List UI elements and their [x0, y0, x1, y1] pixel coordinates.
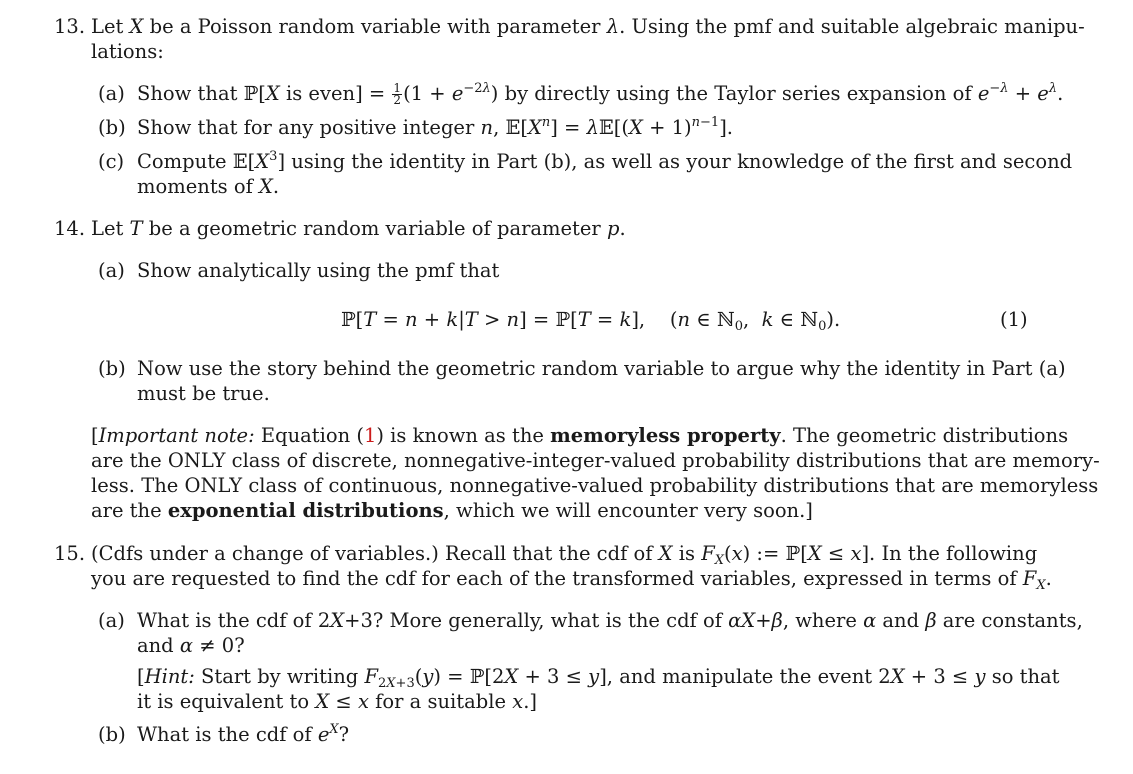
- problem-14a-text: Show analytically using the pmf that: [137, 259, 500, 282]
- equation-number: (1): [1000, 308, 1028, 331]
- problem-15a-text: What is the cdf of 2X+3? More generally, what is the cdf of αX+β, where α and β are constants,: [137, 609, 1083, 632]
- important-note-line-1: [Important note: Equation (1) is known as the memoryless property. The geometric distributions: [91, 424, 1069, 447]
- problem-13c-text-cont: moments of X.: [137, 175, 280, 198]
- problem-14a-label: (a): [98, 259, 125, 282]
- problem-14b-label: (b): [98, 357, 126, 380]
- problem-14-number: 14.: [54, 217, 86, 240]
- problem-15b-text: What is the cdf of $e^X$?: [137, 722, 350, 746]
- problem-14b-text: Now use the story behind the geometric random variable to argue why the identity in Part (a): [137, 357, 1066, 380]
- problem-15-number: 15.: [54, 542, 86, 565]
- problem-15b-label: (b): [98, 723, 126, 746]
- important-note-line-2: are the ONLY class of discrete, nonnegative-integer-valued probability distributions that are memory-: [91, 449, 1100, 472]
- equation-ref-link[interactable]: 1: [363, 424, 377, 447]
- problem-13b-text: Show that for any positive integer n, $𝔼[X^n]$ = λ𝔼[(X + 1)$^{n-1}$].: [137, 115, 734, 139]
- problem-15a-label: (a): [98, 609, 125, 632]
- problem-15-intro-cont: you are requested to find the cdf for each of the transformed variables, expressed in terms of $F_X$.: [91, 567, 1052, 593]
- problem-13a-text: Show that ℙ[X is even] = $\frac{1}{2}$ $(1 + e^{-2\lambda})$ by directly using the Taylor series expansion of $e^{-\lambda} + e^\lambda$.: [137, 81, 1064, 107]
- hint-line-1: [Hint: Start by writing $F_{2X+3}(y)$ = ℙ[2X + 3 ≤ y], and manipulate the event 2X + 3 ≤ y so that: [137, 665, 1060, 691]
- problem-13-intro: Let X be a Poisson random variable with parameter λ. Using the pmf and suitable algebraic manipu-: [91, 15, 1085, 38]
- hint-line-2: it is equivalent to X ≤ x for a suitable x.]: [137, 690, 538, 713]
- problem-13b-label: (b): [98, 116, 126, 139]
- equation-memoryless: ℙ[T = n + k|T > n] = ℙ[T = k], (n ∈ ℕ$_0$, k ∈ ℕ$_0$).: [341, 308, 841, 334]
- problem-15a-text-cont: and α ≠ 0?: [137, 634, 245, 657]
- problem-13c-text: Compute $𝔼[X^3]$ using the identity in Part (b), as well as your knowledge of the first and second: [137, 149, 1073, 173]
- problem-15-intro: (Cdfs under a change of variables.) Recall that the cdf of X is $F_X(x)$ := ℙ[X ≤ x]. In the following: [91, 542, 1038, 568]
- problem-13-intro-cont: lations:: [91, 40, 164, 63]
- problem-14b-text-cont: must be true.: [137, 382, 270, 405]
- problem-13c-label: (c): [98, 150, 125, 173]
- important-note-line-4: are the exponential distributions, which we will encounter very soon.]: [91, 499, 813, 522]
- problem-13a-label: (a): [98, 82, 125, 105]
- problem-14-intro: Let T be a geometric random variable of parameter p.: [91, 217, 626, 240]
- important-note-line-3: less. The ONLY class of continuous, nonnegative-valued probability distributions that are memoryless: [91, 474, 1099, 497]
- problem-13-number: 13.: [54, 15, 86, 38]
